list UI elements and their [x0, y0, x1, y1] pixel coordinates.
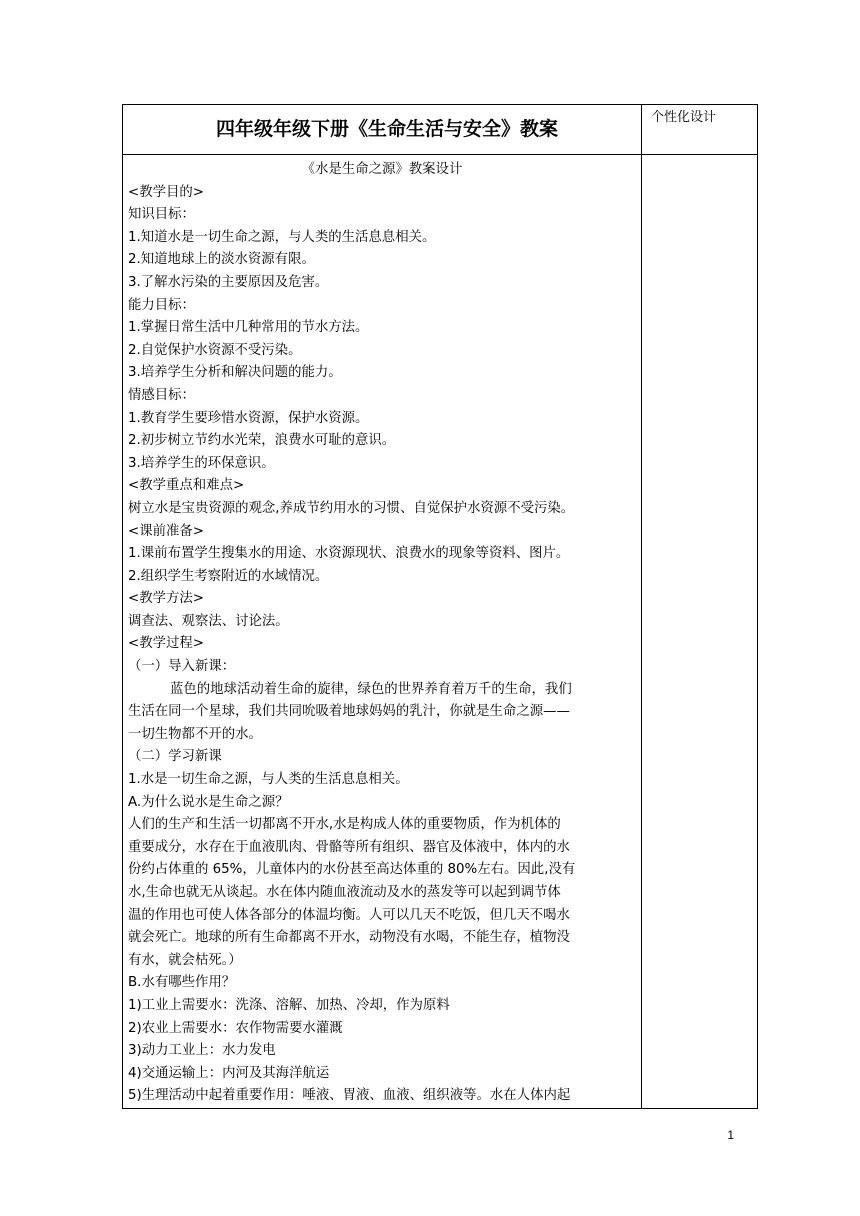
text-line: 3.了解水污染的主要原因及危害。	[128, 274, 329, 290]
text-line: 1.课前布置学生搜集水的用途、水资源现状、浪费水的现象等资料、图片。	[128, 546, 570, 562]
text-line: 3.培养学生的环保意识。	[128, 455, 275, 471]
text-line: 2.知道地球上的淡水资源有限。	[128, 252, 315, 268]
section-heading: <教学过程>	[128, 636, 205, 652]
text-line: 生活在同一个星球，我们共同吮吸着地球妈妈的乳汁，你就是生命之源——	[128, 704, 570, 720]
text-line: 4)交通运输上：内河及其海洋航运	[128, 1065, 330, 1081]
text-line: 调查法、观察法、讨论法。	[128, 613, 289, 629]
page-number: 1	[727, 1128, 734, 1142]
document-title: 四年级年级下册《生命生活与安全》教案	[123, 105, 642, 155]
text-line: 温的作用也可使人体各部分的体温均衡。人可以几天不吃饭，但几天不喝水	[128, 907, 570, 923]
personalized-design-column	[642, 155, 758, 1109]
subsection-heading: （二）学习新课	[128, 749, 222, 765]
text-line: 2.初步树立节约水光荣，浪费水可耻的意识。	[128, 433, 396, 449]
subsection-heading: 知识目标：	[128, 207, 195, 223]
text-line: 2)农业上需要水：农作物需要水灌溉	[128, 1020, 343, 1036]
text-line: 份约占体重的 65%，儿童体内的水份甚至高达体重的 80%左右。因此,没有	[128, 862, 576, 878]
text-line: 2.自觉保护水资源不受污染。	[128, 342, 302, 358]
text-line: 1.水是一切生命之源，与人类的生活息息相关。	[128, 772, 409, 788]
personalized-design-label: 个性化设计	[642, 105, 758, 155]
text-line: 2.组织学生考察附近的水域情况。	[128, 568, 329, 584]
text-line: 树立水是宝贵资源的观念,养成节约用水的习惯、自觉保护水资源不受污染。	[128, 500, 575, 516]
text-line: 3)动力工业上：水力发电	[128, 1043, 276, 1059]
text-line: A.为什么说水是生命之源？	[128, 794, 289, 810]
lesson-plan-table	[122, 104, 758, 1109]
text-line: 人们的生产和生活一切都离不开水,水是构成人体的重要物质，作为机体的	[128, 817, 561, 833]
section-heading: <教学方法>	[128, 591, 205, 607]
lesson-plan-sheet	[122, 104, 738, 1104]
section-heading: <课前准备>	[128, 523, 205, 539]
text-line: 一切生物都不开的水。	[128, 726, 262, 742]
header-row	[123, 105, 758, 155]
text-line: 蓝色的地球活动着生命的旋律，绿色的世界养育着万千的生命，我们	[170, 681, 572, 697]
lesson-content	[123, 155, 642, 1109]
text-line: 1.掌握日常生活中几种常用的节水方法。	[128, 320, 369, 336]
text-line: 3.培养学生分析和解决问题的能力。	[128, 365, 342, 381]
text-line: 5)生理活动中起着重要作用：唾液、胃液、血液、组织液等。水在人体内起	[128, 1088, 571, 1104]
text-line: 就会死亡。地球的所有生命都离不开水，动物没有水喝，不能生存，植物没	[128, 930, 570, 946]
text-line: B.水有哪些作用？	[128, 975, 236, 991]
text-line: 1.知道水是一切生命之源，与人类的生活息息相关。	[128, 229, 436, 245]
body-row	[123, 155, 758, 1109]
subsection-heading: 能力目标：	[128, 297, 195, 313]
section-heading: <教学重点和难点>	[128, 478, 245, 494]
subsection-heading: 情感目标：	[128, 387, 195, 403]
text-line: 有水，就会枯死。）	[128, 952, 242, 968]
text-line: 1)工业上需要水：洗涤、溶解、加热、冷却，作为原料	[128, 997, 450, 1013]
text-line: 水,生命也就无从谈起。水在体内随血液流动及水的蒸发等可以起到调节体	[128, 885, 561, 900]
text-line: 1.教育学生要珍惜水资源，保护水资源。	[128, 410, 369, 426]
subsection-heading: （一）导入新课：	[128, 659, 236, 675]
lesson-subtitle: 《水是生命之源》教案设计	[301, 162, 463, 177]
text-line: 重要成分，水存在于血液肌肉、骨骼等所有组织、器官及体液中，体内的水	[128, 839, 570, 855]
section-heading: <教学目的>	[128, 184, 205, 200]
